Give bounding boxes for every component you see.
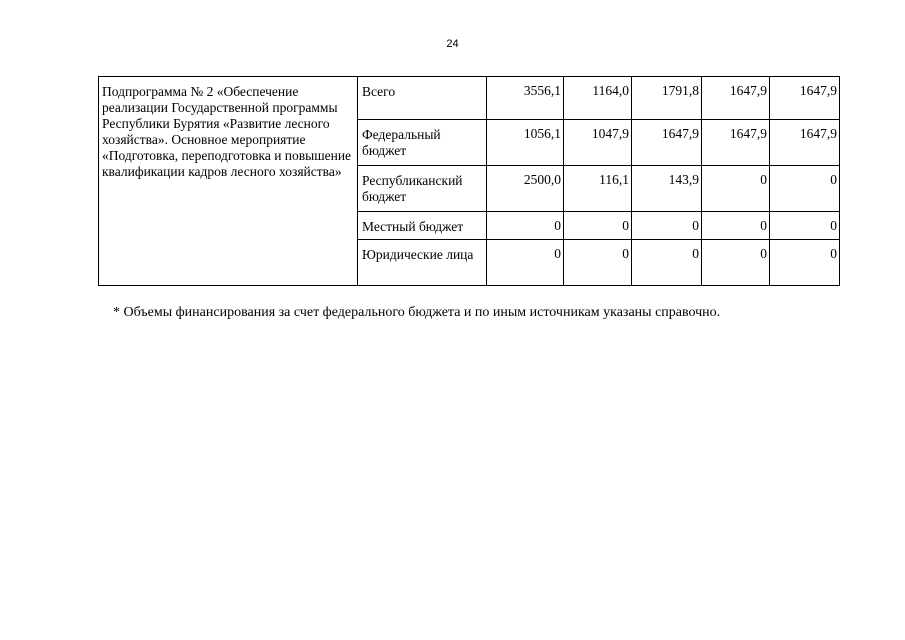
table-row [99, 77, 840, 120]
value-cell: 116,1 [564, 166, 632, 212]
value-cell: 0 [487, 240, 564, 286]
value-cell: 0 [770, 212, 840, 240]
value-cell: 0 [702, 166, 770, 212]
value-cell: 1647,9 [632, 120, 702, 166]
funding-source-cell: Федеральный бюджет [358, 120, 487, 166]
value-cell: 1647,9 [770, 120, 840, 166]
value-cell: 2500,0 [487, 166, 564, 212]
value-cell: 0 [632, 212, 702, 240]
funding-source-cell: Всего [358, 77, 487, 120]
subprogram-description: Подпрограмма № 2 «Обеспечение реализации Государственной программы Республики Бурятия «Развитие лесного хозяйства». Основное мероприятие «Подготовка, переподготовка и повышение квалификации кадров лесного хозяйства» [99, 77, 358, 286]
funding-table [98, 76, 840, 286]
value-cell: 0 [487, 212, 564, 240]
value-cell: 1647,9 [770, 77, 840, 120]
page-number: 24 [446, 38, 459, 50]
funding-source-cell: Юридические лица [358, 240, 487, 286]
value-cell: 3556,1 [487, 77, 564, 120]
value-cell: 1647,9 [702, 77, 770, 120]
value-cell: 143,9 [632, 166, 702, 212]
value-cell: 1791,8 [632, 77, 702, 120]
value-cell: 0 [564, 212, 632, 240]
funding-source-cell: Местный бюджет [358, 212, 487, 240]
value-cell: 1047,9 [564, 120, 632, 166]
value-cell: 1647,9 [702, 120, 770, 166]
value-cell: 0 [702, 240, 770, 286]
value-cell: 0 [770, 166, 840, 212]
value-cell: 0 [564, 240, 632, 286]
value-cell: 1164,0 [564, 77, 632, 120]
value-cell: 0 [632, 240, 702, 286]
funding-source-cell: Республиканский бюджет [358, 166, 487, 212]
footnote: * Объемы финансирования за счет федерального бюджета и по иным источникам указаны справочно. [113, 305, 721, 320]
value-cell: 1056,1 [487, 120, 564, 166]
value-cell: 0 [702, 212, 770, 240]
value-cell: 0 [770, 240, 840, 286]
